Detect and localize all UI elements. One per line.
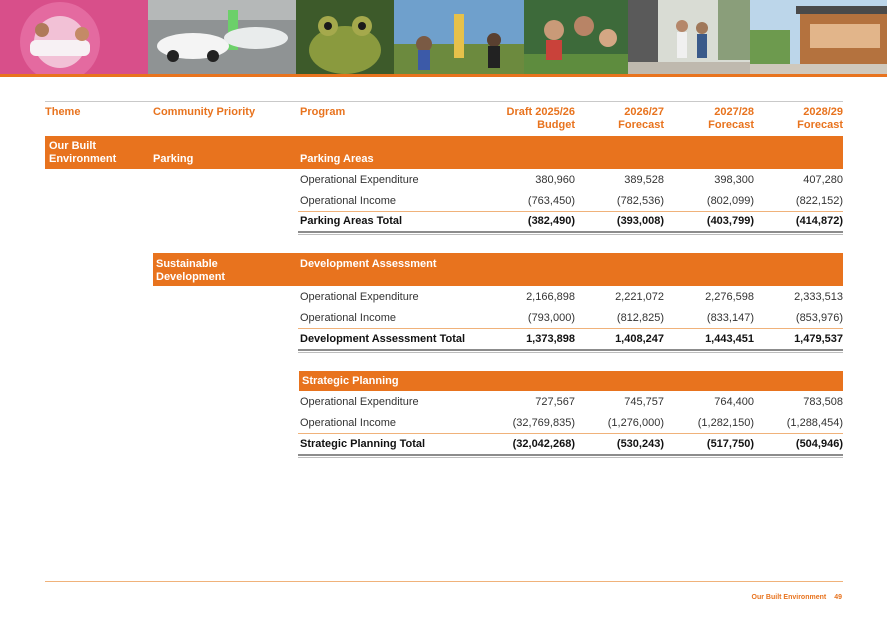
header-forecast-2027-line1: 2027/28 bbox=[714, 106, 754, 118]
parking-total-c2: (393,008) bbox=[616, 215, 664, 227]
development-total-c1: 1,373,898 bbox=[526, 333, 575, 345]
program-development-assessment: Development Assessment bbox=[300, 258, 437, 270]
header-draft-budget-line1: Draft 2025/26 bbox=[506, 106, 575, 118]
header-forecast-2028 bbox=[733, 106, 843, 132]
parking-exp-label: Operational Expenditure bbox=[300, 174, 419, 186]
development-inc-c1: (793,000) bbox=[527, 312, 575, 324]
development-exp-c3: 2,276,598 bbox=[705, 291, 754, 303]
parking-exp-c1: 380,960 bbox=[535, 174, 575, 186]
banner-photo-street-walkers bbox=[628, 0, 750, 74]
development-total-label: Development Assessment Total bbox=[300, 333, 466, 345]
parking-inc-c3: (802,099) bbox=[706, 195, 754, 207]
strategic-exp-c1: 727,567 bbox=[535, 396, 575, 408]
header-draft-budget-line2: Budget bbox=[537, 119, 575, 131]
page-footer bbox=[744, 594, 842, 601]
banner-photo-children-play bbox=[0, 0, 148, 74]
header-forecast-2028-line1: 2028/29 bbox=[803, 106, 843, 118]
banner-photo-park-games bbox=[394, 0, 524, 74]
program-strategic-planning: Strategic Planning bbox=[302, 375, 399, 387]
development-exp-c4: 2,333,513 bbox=[794, 291, 843, 303]
development-total-c3: 1,443,451 bbox=[705, 333, 754, 345]
parking-inc-label: Operational Income bbox=[300, 195, 396, 207]
development-inc-label: Operational Income bbox=[300, 312, 396, 324]
development-total-underline-2 bbox=[298, 352, 843, 353]
development-exp-c1: 2,166,898 bbox=[526, 291, 575, 303]
strategic-exp-label: Operational Expenditure bbox=[300, 396, 419, 408]
strategic-total-c2: (530,243) bbox=[616, 438, 664, 450]
strategic-total-label: Strategic Planning Total bbox=[300, 438, 426, 450]
parking-exp-c4: 407,280 bbox=[803, 174, 843, 186]
parking-inc-c2: (782,536) bbox=[616, 195, 664, 207]
strategic-inc-c1: (32,769,835) bbox=[512, 417, 575, 429]
development-total-c4: 1,479,537 bbox=[794, 333, 843, 345]
development-inc-c2: (812,825) bbox=[616, 312, 664, 324]
development-inc-c4: (853,976) bbox=[795, 312, 843, 324]
page-number: 49 bbox=[834, 594, 842, 601]
priority-sustainable-development-line1: Sustainable bbox=[156, 258, 218, 270]
strategic-inc-c3: (1,282,150) bbox=[697, 417, 754, 429]
header-forecast-2028-line2: Forecast bbox=[797, 119, 843, 131]
header-theme: Theme bbox=[45, 106, 81, 118]
footer-section-title: Our Built Environment bbox=[751, 594, 827, 601]
development-exp-c2: 2,221,072 bbox=[615, 291, 664, 303]
header-forecast-2026-line2: Forecast bbox=[618, 119, 664, 131]
strategic-inc-label: Operational Income bbox=[300, 417, 396, 429]
banner-divider bbox=[0, 74, 887, 77]
section-bar-development bbox=[153, 253, 843, 286]
strategic-total-c4: (504,946) bbox=[795, 438, 843, 450]
parking-total-c3: (403,799) bbox=[706, 215, 754, 227]
parking-total-c4: (414,872) bbox=[795, 215, 843, 227]
parking-inc-c4: (822,152) bbox=[795, 195, 843, 207]
strategic-exp-c2: 745,757 bbox=[624, 396, 664, 408]
photo-banner bbox=[0, 0, 887, 74]
header-program: Program bbox=[300, 106, 346, 118]
parking-exp-c2: 389,528 bbox=[624, 174, 664, 186]
strategic-total-c1: (32,042,268) bbox=[512, 438, 575, 450]
parking-exp-c3: 398,300 bbox=[714, 174, 754, 186]
strategic-total-rule bbox=[298, 433, 843, 434]
banner-photo-frog bbox=[296, 0, 394, 74]
table-top-rule bbox=[45, 101, 843, 102]
footer-rule bbox=[45, 581, 843, 582]
strategic-exp-c3: 764,400 bbox=[714, 396, 754, 408]
header-forecast-2027-line2: Forecast bbox=[708, 119, 754, 131]
strategic-inc-c4: (1,288,454) bbox=[786, 417, 843, 429]
parking-inc-c1: (763,450) bbox=[527, 195, 575, 207]
development-exp-label: Operational Expenditure bbox=[300, 291, 419, 303]
strategic-inc-c2: (1,276,000) bbox=[607, 417, 664, 429]
banner-photo-electric-cars bbox=[148, 0, 296, 74]
strategic-total-underline-2 bbox=[298, 457, 843, 458]
theme-label-line2: Environment bbox=[49, 153, 117, 165]
strategic-total-underline bbox=[298, 454, 843, 456]
header-forecast-2026-line1: 2026/27 bbox=[624, 106, 664, 118]
header-community-priority: Community Priority bbox=[153, 106, 256, 118]
parking-total-label: Parking Areas Total bbox=[300, 215, 403, 227]
program-parking-areas: Parking Areas bbox=[300, 153, 374, 165]
strategic-total-c3: (517,750) bbox=[706, 438, 754, 450]
parking-total-rule bbox=[298, 211, 843, 212]
priority-sustainable-development-line2: Development bbox=[156, 271, 226, 283]
banner-photo-community-group bbox=[524, 0, 628, 74]
banner-photo-plaza-building bbox=[750, 0, 887, 74]
priority-parking: Parking bbox=[153, 153, 194, 165]
parking-total-c1: (382,490) bbox=[527, 215, 575, 227]
strategic-exp-c4: 783,508 bbox=[803, 396, 843, 408]
parking-total-underline-2 bbox=[298, 234, 843, 235]
parking-total-underline bbox=[298, 231, 843, 233]
development-total-underline bbox=[298, 349, 843, 351]
development-inc-c3: (833,147) bbox=[706, 312, 754, 324]
theme-label-line1: Our Built bbox=[49, 140, 97, 152]
development-total-c2: 1,408,247 bbox=[615, 333, 664, 345]
priority-sustainable-development bbox=[156, 258, 225, 284]
development-total-rule bbox=[298, 328, 843, 329]
theme-label bbox=[49, 140, 116, 166]
